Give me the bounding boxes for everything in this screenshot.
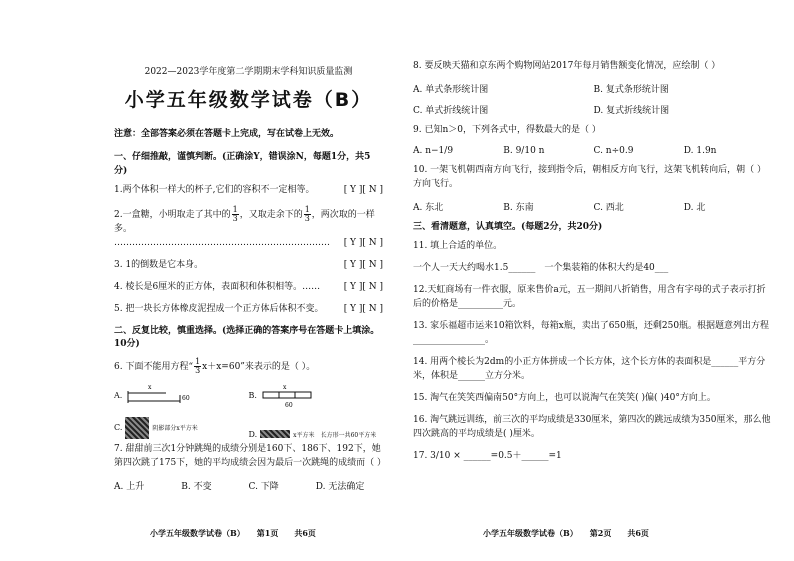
q6-options-cd: [114, 417, 383, 439]
fraction: $\frac{1}{3}$: [195, 356, 201, 375]
judge-box: [ Y ][ N ]: [343, 237, 383, 248]
exam-header: 2022—2023学年度第二学期期末学科知识质量监测: [144, 67, 353, 77]
question-7-options: A. 上升 B. 不变 C. 下降 D. 无法确定: [114, 481, 365, 492]
shaded-square: [125, 417, 149, 439]
judge-box: [ Y ][ N ]: [343, 185, 383, 195]
q6-option-d: D. x平方米 长方形一共60平方米: [248, 429, 377, 439]
question-16: 16. 淘气跳远训练，前三次的平均成绩是330厘米，第四次的跳远成绩为350厘米，那么他四次跳高的平均成绩是( )厘米。: [413, 414, 771, 439]
question-12: 12.天虹商场有一件衣服，原来售价a元，五一期间八折销售，用含有字母的式子表示打折后的价格是__________元。: [413, 285, 766, 310]
question-3: 3. 1的倒数是它本身。 [ Y ][ N ]: [114, 259, 383, 273]
question-1: 1.两个体积一样大的杯子,它们的容积不一定相等。 [ Y ][ N ]: [114, 184, 383, 198]
question-6: 6. 下面不能用方程“ $\frac{1}{3}$ x＋x=60”来表示的是（ ）。: [114, 356, 316, 375]
fraction: $\frac{1}{3}$: [304, 204, 310, 223]
page-1-footer: 小学五年级数学试卷（B） 第1页 共6页: [150, 528, 316, 538]
q6-option-c: C. 阴影部分x平方米: [114, 417, 249, 439]
question-2: 2.一盒糖，小明取走了其中的 $\frac{1}{3}$ ，又取走余下的 $\frac{1}{3}$ ，两次取的一样多。 ……………………………………………………………… [ Y ][ N ]: [114, 206, 383, 251]
question-5: 5. 把一块长方体橡皮泥捏成一个正方体后体积不变。 [ Y ][ N ]: [114, 303, 383, 317]
question-10-options: A. 东北 B. 东南 C. 西北 D. 北: [413, 202, 706, 213]
question-11: 11. 填上合适的单位。: [413, 241, 503, 252]
question-15: 15. 淘气在笑笑西偏南50°方向上，也可以说淘气在笑笑( )偏( )40°方向上。: [413, 392, 716, 403]
svg-text:x: x: [148, 383, 152, 391]
q6-option-b: B. x 60: [249, 383, 384, 409]
question-7: 7. 甜甜前三次1分钟跳绳的成绩分别是160下、186下、192下，她第四次跳了175下，她的平均成绩会因为最后一次跳绳的成绩而（ ）: [114, 443, 387, 468]
question-9-options: A. n−1/9 B. 9/10 n C. n÷0.9 D. 1.9n: [413, 145, 717, 156]
page-2-footer: 小学五年级数学试卷（B） 第2页 共6页: [483, 528, 649, 538]
question-14: 14. 用两个棱长为2dm的小正方体拼成一个长方体，这个长方体的表面积是______平方分米，体积是______立方分米。: [413, 356, 766, 381]
question-10: 10. 一架飞机朝西南方向飞行，接到指令后，朝相反方向飞行，这架飞机转向后，朝（ ）方向飞行。: [413, 164, 767, 189]
section-2-heading: 二、反复比较，慎重选择。(选择正确的答案序号在答题卡上填涂。10分): [114, 325, 380, 350]
q6-options-ab: [114, 383, 383, 409]
section-3-heading: 三、看清题意，认真填空。(每题2分，共20分): [413, 221, 603, 232]
svg-text:x: x: [282, 383, 287, 391]
question-8-options-1: A. 单式条形统计图 B. 复式条形统计图: [413, 84, 669, 95]
segment-diagram-a: [122, 383, 192, 409]
question-9: 9. 已知n＞0，下列各式中，得数最大的是（ ）: [413, 124, 601, 135]
question-13: 13. 家乐福超市运来10箱饮料，每箱x瓶，卖出了650瓶，还剩250瓶。根据题意列出方程________________。: [413, 321, 770, 345]
judge-box: [ Y ][ N ]: [343, 281, 383, 292]
exam-title: 小学五年级数学试卷（B）: [124, 89, 373, 111]
question-4: 4. 棱长是6厘米的正方体，表面积和体积相等。…… [ Y ][ N ]: [114, 281, 383, 295]
question-8: 8. 要反映天猫和京东两个购物网站2017年每月销售额变化情况，应绘制（ ）: [413, 61, 721, 71]
svg-text:60: 60: [284, 401, 293, 409]
fraction: $\frac{1}{3}$: [232, 204, 238, 223]
judge-box: [ Y ][ N ]: [343, 303, 383, 314]
judge-box: [ Y ][ N ]: [343, 259, 383, 270]
q6-option-a: A. x 60: [114, 383, 249, 409]
shaded-rectangle: [260, 430, 290, 438]
question-8-options-2: C. 单式折线统计图 D. 复式折线统计图: [413, 105, 670, 116]
question-17: 17. 3/10 × ______=0.5＋______=1: [413, 450, 562, 461]
exam-notice: 注意：全部答案必须在答题卡上完成，写在试卷上无效。: [114, 129, 340, 139]
segment-diagram-b: [257, 383, 327, 409]
question-11-content: 一个人一天大约喝水1.5______ 一个集装箱的体积大约是40___: [413, 263, 669, 274]
svg-text:60: 60: [182, 394, 190, 402]
right-page: [397, 0, 794, 561]
section-1-heading: 一、仔细推敲，谨慎判断。(正确涂Y，错误涂N，每题1分，共5分): [114, 152, 371, 176]
